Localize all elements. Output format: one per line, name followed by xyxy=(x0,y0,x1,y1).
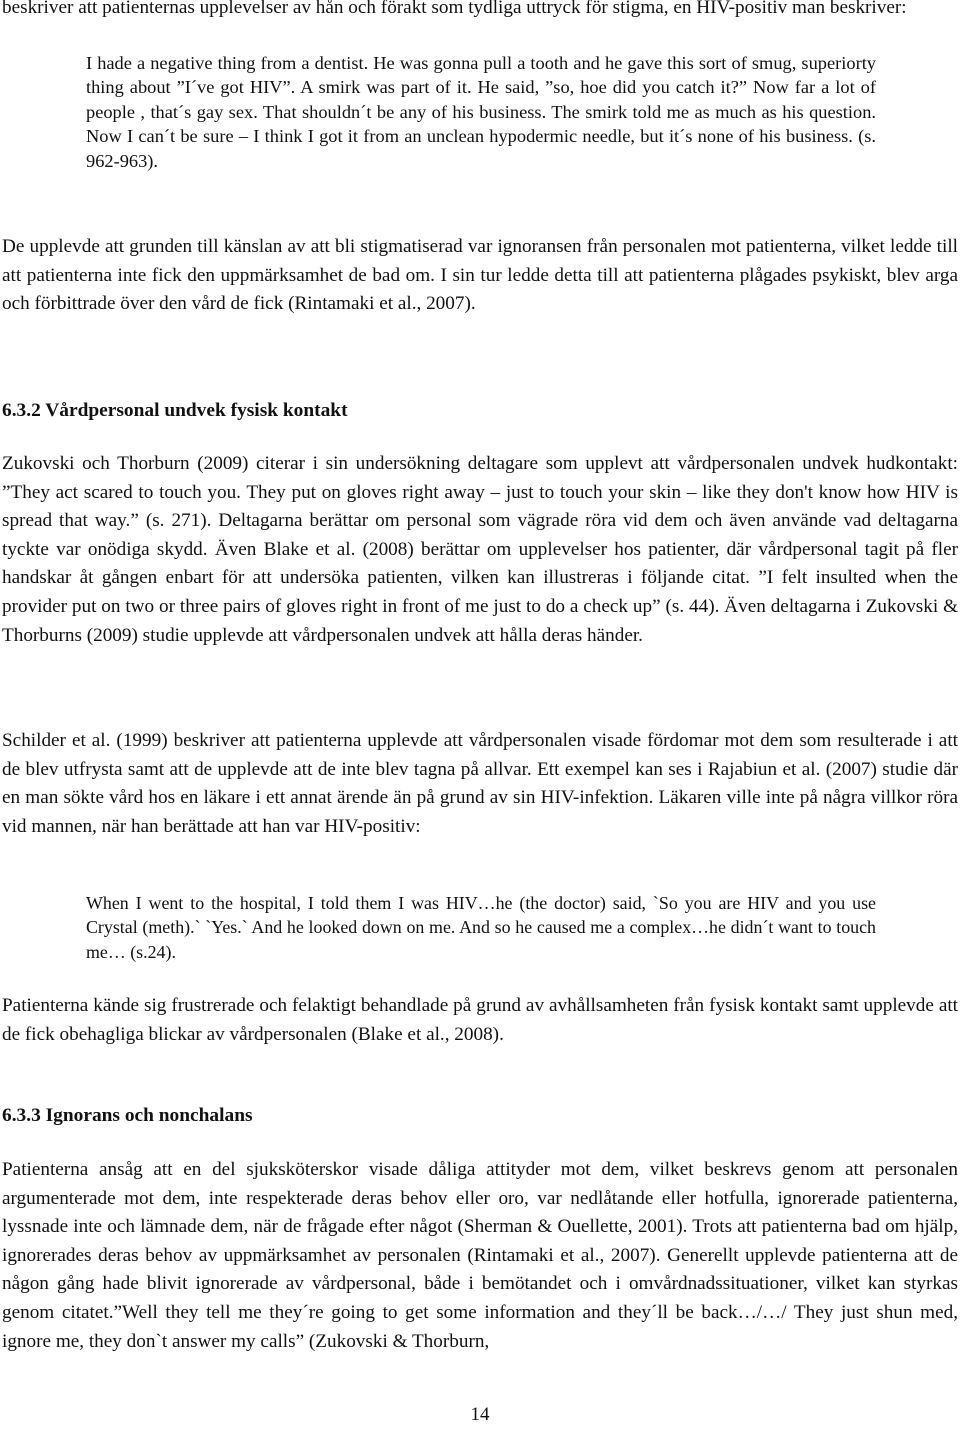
section-heading-6-3-2: 6.3.2 Vårdpersonal undvek fysisk kontakt xyxy=(2,400,348,421)
paragraph-physical-contact: Zukovski och Thorburn (2009) citerar i sin undersökning deltagare som upplevt att vårdpersonalen undvek hudkontakt: ”They act scared to touch you. They put on gloves right away – just to touch your skin – like they don't know how HIV is spread that way.” (s. 271). Deltagarna berättar om personal som vägrade röra vid dem och även använde vad deltagarna tyckte var onödiga skydd. Även Blake et al. (2008) berättar om upplevelser hos patienter, där vårdpersonal tagit på fler handskar åt gången enbart för att undersöka patienten, vilken kan illustreras i följande citat. ”I felt insulted when the provider put on two or three pairs of gloves right in front of me just to do a check up” (s. 44). Även deltagarna i Zukovski & Thorburns (2009) studie upplevde att vårdpersonalen undvek att hålla deras händer. xyxy=(2,453,958,646)
paragraph-ignorance: Patienterna ansåg att en del sjuksköterskor visade dåliga attityder mot dem, vilket beskrevs genom att personalen argumenterade mot dem, inte respekterade deras behov eller oro, var nedlåtande eller hotfulla, ignorerade patienterna, lyssnade inte och lämnade dem, när de frågade efter något (Sherman & Ouellette, 2001). Trots att patienterna bad om hjälp, ignorerades deras behov av uppmärksamhet av personalen (Rintamaki et al., 2007). Generellt upplevde patienterna att de någon gång hade blivit ignorerade av vårdpersonal, både i bemötandet och i omvårdnadssituationer, vilket kan styrkas genom citatet.”Well they tell me they´re going to get some information and they´ll be back…/…/ They just shun med, ignore me, they don`t answer my calls” (Zukovski & Thorburn, xyxy=(2,1159,958,1352)
paragraph-frustration: Patienterna kände sig frustrerade och felaktigt behandlade på grund av avhållsamheten från fysisk kontakt samt upplevde att de fick obehagliga blickar av vårdpersonalen (Blake et al., 2008). xyxy=(2,995,958,1045)
paragraph-intro: beskriver att patienternas upplevelser av hån och förakt som tydliga uttryck för stigma, en HIV-positiv man beskriver: xyxy=(2,0,907,18)
block-quote-dentist: I hade a negative thing from a dentist. He was gonna pull a tooth and he gave this sort of smug, superiorty thing about ”I´ve got HIV”. A smirk was part of it. He said, ”so, hoe did you catch it?” Now far a lot of people , that´s gay sex. That shouldn´t be any of his business. The smirk told me as much as his question. Now I can´t be sure – I think I got it from an unclean hypodermic needle, but it´s none of his business. (s. 962-963). xyxy=(86,53,876,171)
paragraph-stigmatization-ignorance: De upplevde att grunden till känslan av att bli stigmatiserad var ignoransen från personalen mot patienterna, vilket ledde till att patienterna inte fick den uppmärksamhet de bad om. I sin tur ledde detta till att patienterna plågades psykiskt, blev arga och förbittrade över den vård de fick (Rintamaki et al., 2007). xyxy=(2,236,958,315)
block-quote-hospital: When I went to the hospital, I told them I was HIV…he (the doctor) said, `So you are HIV and you use Crystal (meth).` `Yes.` And he looked down on me. And so he caused me a complex…he didn´t want to touch me… (s.24). xyxy=(86,893,876,962)
section-heading-6-3-3: 6.3.3 Ignorans och nonchalans xyxy=(2,1105,253,1126)
page-number: 14 xyxy=(470,1404,490,1425)
paragraph-prejudice: Schilder et al. (1999) beskriver att patienterna upplevde att vårdpersonalen visade fördomar mot dem som resulterade i att de blev utfrysta samt att de upplevde att de inte blev tagna på allvar. Ett exempel kan ses i Rajabiun et al. (2007) studie där en man sökte vård hos en läkare i ett annat ärende än på grund av sin HIV-infektion. Läkaren ville inte på några villkor röra vid mannen, när han berättade att han var HIV-positiv: xyxy=(2,730,958,837)
